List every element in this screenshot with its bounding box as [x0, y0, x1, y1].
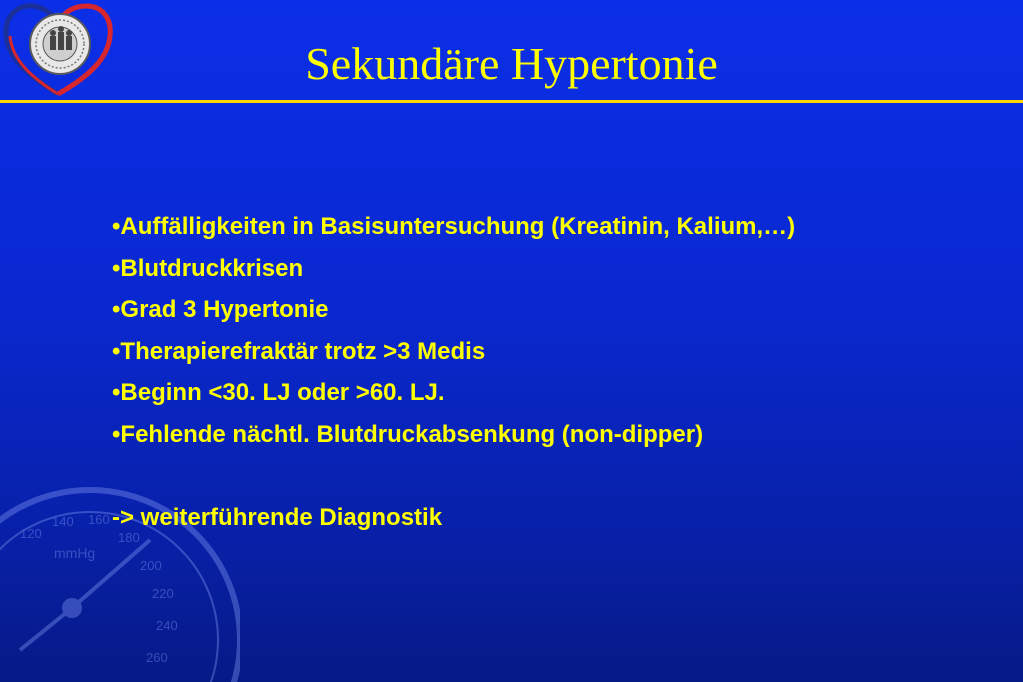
gauge-tick-label: 160	[88, 512, 110, 527]
gauge-tick-label: 240	[156, 618, 178, 633]
gauge-tick-label: 140	[52, 514, 74, 529]
bullet-item: • Auffälligkeiten in Basisuntersuchung (Kreatinin, Kalium,…)	[112, 206, 795, 248]
title-divider	[0, 100, 1023, 103]
bullet-item: • Blutdruckkrisen	[112, 248, 795, 290]
gauge-tick-label: 200	[140, 558, 162, 573]
gauge-tick-label: 260	[146, 650, 168, 665]
gauge-tick-label: 180	[118, 530, 140, 545]
bullet-item: • Therapierefraktär trotz >3 Medis	[112, 331, 795, 373]
bullet-list	[112, 206, 795, 455]
bullet-item: • Fehlende nächtl. Blutdruckabsenkung (non-dipper)	[112, 414, 795, 456]
gauge-unit-label: mmHg	[54, 545, 96, 561]
slide-title: Sekundäre Hypertonie	[305, 38, 718, 89]
conclusion-text: -> weiterführende Diagnostik	[112, 504, 443, 531]
gauge-tick-label: 220	[152, 586, 174, 601]
gauge-tick-label: 120	[20, 526, 42, 541]
bullet-item: • Grad 3 Hypertonie	[112, 289, 795, 331]
bullet-item: • Beginn <30. LJ oder >60. LJ.	[112, 372, 795, 414]
